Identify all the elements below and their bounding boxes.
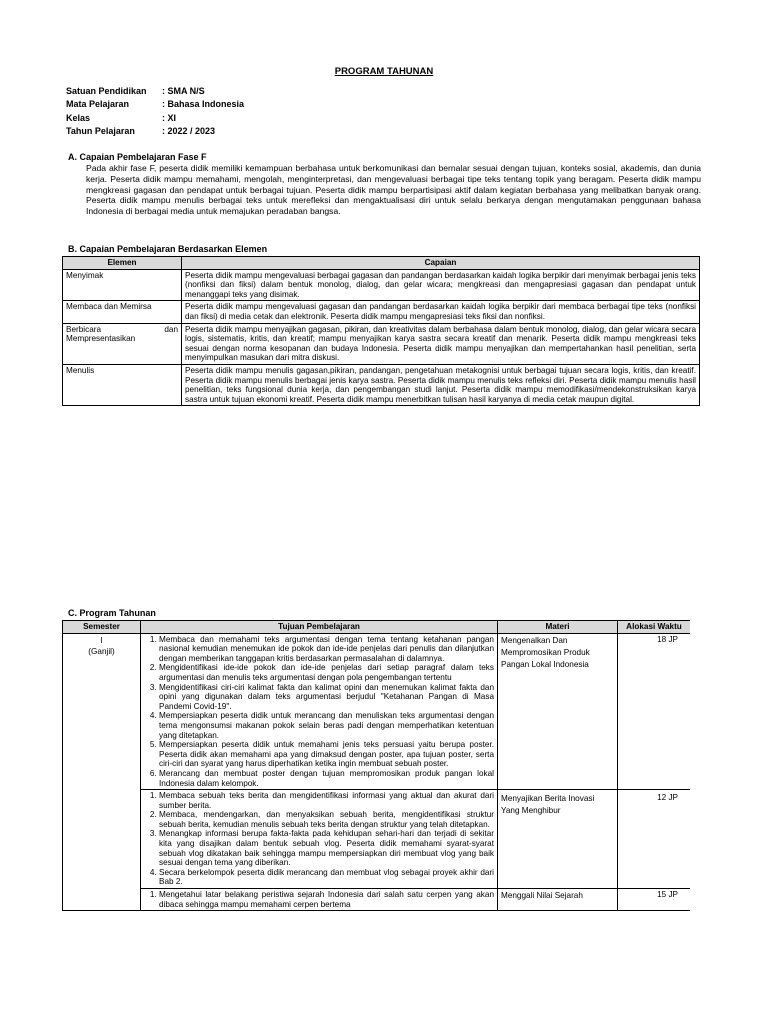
identity-row [66,86,244,99]
table-row [63,790,691,889]
list-item: 6. Merancang dan membuat poster dengan tujuan mempromosikan produk pangan lokal Indonesia dalam kelompok. [159,769,494,788]
identity-label: Mata Pelajaran [66,99,130,110]
elemen-cell: Membaca dan Memirsa [63,301,182,323]
tujuan-cell [141,633,498,790]
section-c-heading: C. Program Tahunan [68,608,156,618]
table-row [63,889,691,911]
column-header: Materi [498,621,618,634]
identity-value: : SMA N/S [162,86,205,96]
table-row [63,323,700,364]
capaian-cell: Peserta didik mampu mengevaluasi gagasan dan pandangan berdasarkan kaidah logika berpikir dari membaca berbagai tipe teks (nonfiksi dan fiksi) di media cetak dan elektronik. Peserta didik mampu mengapresiasi teks fiksi dan nonfiksi. [182,301,700,323]
semester-number: I [100,635,103,645]
table-header-row [63,257,700,270]
capaian-cell: Peserta didik mampu menulis gagasan,pikiran, pandangan, pengetahuan metakognisi untuk berbagai tujuan secara logis, kritis, dan kreatif. Peserta didik mampu menulis berbagai jenis karya sastra. Peserta didik mampu menulis teks refleksi diri. Peserta didik mampu menulis hasil penelitian, teks fungsional dunia kerja, dan pengembangan studi lanjut. Peserta didik mampu memodifikasi/mendekonstruksikan karya sastra untuk tujuan ekonomi kreatif. Peserta didik mampu menerbitkan tulisan hasil karyanya di media cetak maupun digital. [182,364,700,405]
identity-value: : XI [162,112,177,123]
elemen-cell: Berbicara dan Mempresentasikan [63,323,182,364]
table-row [63,301,700,323]
column-header: Semester [63,621,141,634]
column-header: Elemen [63,257,182,270]
section-b-heading: B. Capaian Pembelajaran Berdasarkan Elemen [68,244,268,254]
alokasi-cell: 12 JP [618,790,691,889]
column-header: Alokasi Waktu [618,621,691,634]
tujuan-list [144,791,494,887]
capaian-cell: Peserta didik mampu menyajikan gagasan, pikiran, dan kreativitas dalam berbahasa dalam bentuk monolog, dialog, dan gelar wicara secara logis, sistematis, kritis, dan kreatif; mampu menyajikan karya sastra secara kreatif dan menarik. Peserta didik mampu mengkreasi teks sesuai dengan norma kesopanan dan budaya Indonesia. Peserta didik mampu menyajikan dan mempertahankan hasil penelitian, serta menyimpulkan masukan dari mitra diskusi. [182,323,700,364]
elemen-cell: Menyimak [63,269,182,301]
list-item: 4. Mempersiapkan peserta didik untuk merancang dan menuliskan teks argumentasi dengan tema mengonsumsi makanan pokok selain beras padi dengan memperhatikan ketentuan yang ditetapkan. [159,711,494,740]
table-row [63,633,691,790]
identity-block [66,86,244,139]
semester-cell [63,633,141,911]
materi-cell: Mengenalkan Dan Mempromosikan Produk Pangan Lokal Indonesia [498,633,618,790]
alokasi-cell: 15 JP [618,889,691,911]
program-table [62,620,690,911]
materi-cell: Menyajikan Berita Inovasi Yang Menghibur [498,790,618,889]
list-item: 4. Secara berkelompok peserta didik merancang dan membuat vlog sebagai proyek akhir dari Bab 2. [159,868,494,887]
list-item: 5. Mempersiapkan peserta didik untuk memahami jenis teks persuasi yaitu berupa poster. Peserta didik akan memahami apa yang dimaksud dengan poster, apa tujuan poster, serta ciri-ciri dan syarat yang harus diperhatikan ketika ingin membuat sebuah poster. [159,740,494,769]
table-row [63,364,700,405]
list-item: 1. Membaca sebuah teks berita dan mengidentifikasi informasi yang aktual dan akurat dari sumber berita. [159,791,494,810]
table-header-row [63,621,691,634]
elemen-cell: Menulis [63,364,182,405]
program-table-clip [62,620,690,1024]
column-header: Capaian [182,257,700,270]
identity-row [66,113,244,126]
identity-row [66,126,244,139]
list-item: 2. Mengidentifikasi ide-ide pokok dan ide-ide penjelas dari setiap paragraf dalam teks argumentasi dan menulis teks argumentasi dengan pola pengembangan tertentu [159,663,494,682]
column-header: Tujuan Pembelajaran [141,621,498,634]
identity-label: Tahun Pelajaran [66,125,135,136]
capaian-table [62,256,700,406]
tujuan-list [144,635,494,789]
semester-label: (Ganjil) [88,646,115,656]
document-title: PROGRAM TAHUNAN [334,66,434,77]
list-item: 3. Mengidentifikasi ciri-ciri kalimat fakta dan kalimat opini dan menemukan kalimat fakta dan opini yang digunakan dalam teks argumentasi berjudul "Ketahanan Pangan di Masa Pandemi Covid-19". [159,683,494,712]
capaian-cell: Peserta didik mampu mengevaluasi berbagai gagasan dan pandangan berdasarkan kaidah logika berpikir dari menyimak berbagai jenis teks (nonfiksi dan fiksi) dalam bentuk monolog, dialog, dan gelar wicara; mengkreasi dan mengapresiasi gagasan dan pendapat untuk menanggapi teks yang disimak. [182,269,700,301]
list-item: 3. Menangkap informasi berupa fakta-fakta pada kehidupan sehari-hari dan terjadi di sekitar kita yang disajikan dalam bentuk sebuah vlog. Peserta didik memahami syarat-syarat sebuah vlog dikatakan baik sehingga mampu mempersiapkan diri membuat vlog yang baik sesuai dengan tema yang diberikan. [159,829,494,867]
identity-value: : Bahasa Indonesia [162,99,245,110]
identity-label: Kelas [66,112,91,123]
tujuan-cell [141,790,498,889]
identity-label: Satuan Pendidikan [66,86,147,96]
identity-value: : 2022 / 2023 [162,125,216,136]
list-item: 2. Membaca, mendengarkan, dan menyaksikan sebuah berita, mengidentifikasi struktur sebuah berita, kemudian menulis sebuah teks berita dengan struktur yang telah ditetapkan. [159,810,494,829]
identity-row [66,99,244,112]
materi-cell: Menggali Nilai Sejarah [498,889,618,911]
list-item: 1. Membaca dan memahami teks argumentasi dengan tema tentang ketahanan pangan nasional kemudian menemukan ide pokok dan ide-ide penjelas dari penulis dan dilanjutkan dengan memberikan tanggapan kritis berdasarkan permasalahan di dalamnya. [159,635,494,664]
table-row [63,269,700,301]
tujuan-cell [141,889,498,911]
section-a-text: Pada akhir fase F, peserta didik memiliki kemampuan berbahasa untuk berkomunikasi dan bernalar sesuai dengan tujuan, konteks sosial, akademis, dan dunia kerja. Peserta didik mampu memahami, mengolah, menginterpretasi, dan mengevaluasi berbagai tipe teks tentang topik yang beragam. Peserta didik mampu mengkreasi gagasan dan pendapat untuk berbagai tujuan. Peserta didik mampu berpartisipasi aktif dalam kegiatan berbahasa yang melibatkan banyak orang. Peserta didik mampu menulis berbagai teks untuk merefleksi dan mengaktualisasi diri untuk selalu berkarya dengan mengutamakan penggunaan bahasa Indonesia di berbagai media untuk memajukan peradaban bangsa. [86,163,701,217]
section-a-heading: A. Capaian Pembelajaran Fase F [68,152,207,162]
alokasi-cell: 18 JP [618,633,691,790]
tujuan-list [144,890,494,909]
list-item: 1. Mengetahui latar belakang peristiwa sejarah Indonesia dari salah satu cerpen yang akan dibaca sehingga mampu memahami cerpen bertema [159,890,494,909]
